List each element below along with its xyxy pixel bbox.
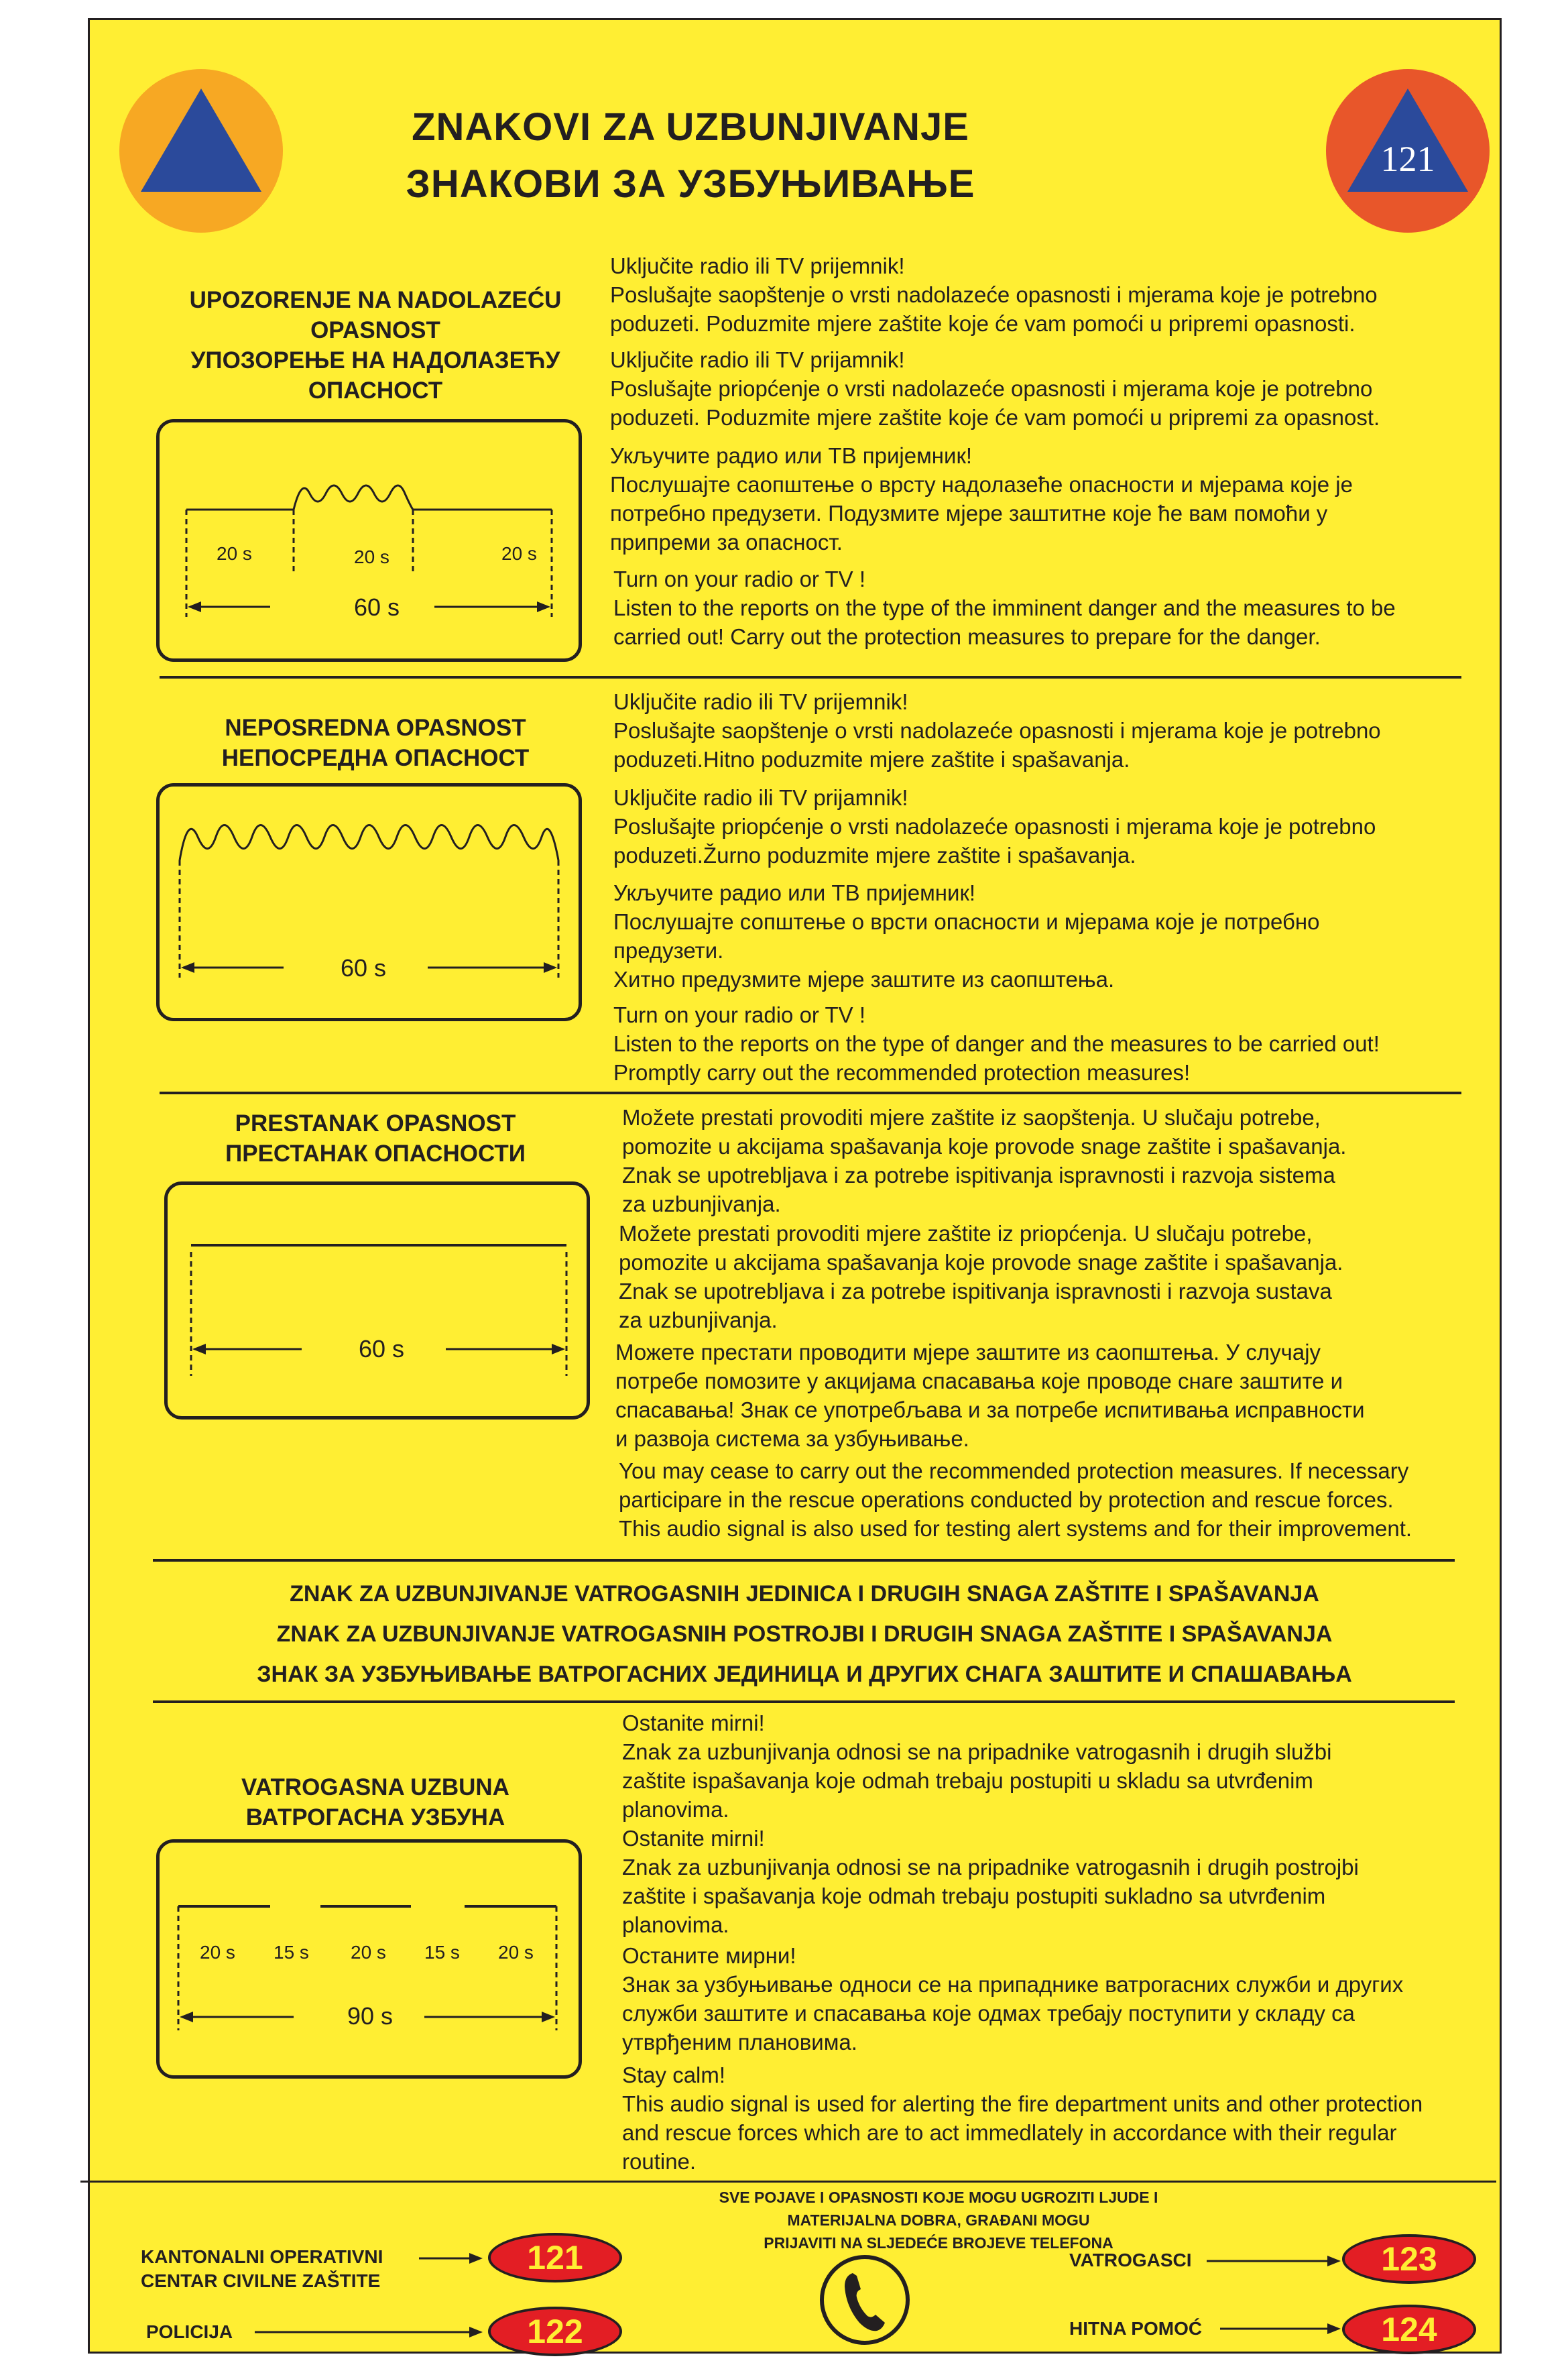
section4-text-croatian: Ostanite mirni! Znak za uzbunjivanja odnosi se na pripadnike vatrogasnih i drugih postrojbi zaštite i spašavanja koje odmah trebaju postupiti sukladno sa utvrđenim planovima. [622, 1826, 1359, 1937]
service-ambulance: HITNA POMOĆ [1069, 2318, 1203, 2339]
title-latin: ZNAKOVI ZA UZBUNJIVANJE [412, 105, 969, 149]
phone-number-124[interactable]: 124 [1342, 2305, 1476, 2354]
service-firefighters: VATROGASCI [1069, 2250, 1192, 2270]
section1-text-croatian: Uključite radio ili TV prijamnik! Poslušajte priopćenje o vrsti nadolazeće opasnosti i mjerama koje je potrebno poduzeti. Poduzmite mjere zaštite koje će vam pomoći u pripremi za opasnost. [610, 347, 1380, 430]
arrow-icon [255, 2325, 483, 2339]
phone-number-122[interactable]: 122 [488, 2307, 622, 2356]
title-cyrillic: ЗНАКОВИ ЗА УЗБУЊИВАЊЕ [406, 162, 975, 206]
signal-duration-label: 15 s [274, 1942, 309, 1963]
footer-divider [80, 2181, 1496, 2183]
signal-duration-label: 15 s [424, 1942, 460, 1963]
arrow-icon [1207, 2254, 1341, 2268]
section2-text-english: Turn on your radio or TV ! Listen to the reports on the type of danger and the measures to be carried out! Promptly carry out the recommended protection measures! [613, 1002, 1380, 1085]
section1-text-cyrillic: Укључите радио или ТВ пријемник! Послушајте саопштење о врсту надолазеће опасности и мјерама које је потребно предузети. Подузмите мјере заштитне које ће вам помоћи у припреми за опасност. [610, 443, 1353, 555]
section-divider [160, 676, 1461, 679]
signal-total-label: 60 s [354, 593, 400, 621]
phone-number-121[interactable]: 121 [488, 2233, 622, 2282]
warning-signal-diagram [156, 419, 582, 662]
section3-text-croatian: Možete prestati provoditi mjere zaštite iz priopćenja. U slučaju potrebe, pomozite u akcijama spašavanja koje provode snage zaštite i spašavanja. Znak se upotrebljava i za potrebe ispitivanja ispravnosti i razvoja sustava za uzbunjivanja. [619, 1221, 1343, 1332]
section3-text-latin: Možete prestati provoditi mjere zaštite iz saopštenja. U slučaju potrebe, pomozite u akcijama spašavanja koje provode snage zaštite i spašavanja. Znak se upotrebljava i za potrebe ispitivanja ispravnosti i razvoja sistema za uzbunjivanja. [622, 1105, 1347, 1216]
fire-alert-diagram [156, 1839, 582, 2079]
section-divider [160, 1092, 1461, 1094]
section-divider [153, 1559, 1455, 1562]
immediate-danger-diagram [156, 783, 582, 1021]
section2-text-croatian: Uključite radio ili TV prijamnik! Poslušajte priopćenje o vrsti nadolazeće opasnosti i mjerama koje je potrebno poduzeti.Žurno poduzmite mjere zaštite i spašavanja. [613, 785, 1376, 868]
arrow-icon [1220, 2322, 1341, 2335]
section1-text-latin: Uključite radio ili TV prijemnik! Poslušajte saopštenje o vrsti nadolazeće opasnosti i mjerama koje je potrebno poduzeti. Poduzmite mjere zaštite koje će vam pomoći u pripremi opasnosti. [610, 253, 1378, 336]
signal-duration-label: 20 s [498, 1942, 534, 1963]
section3-text-english: You may cease to carry out the recommended protection measures. If necessary participare in the rescue operations conducted by protection and rescue forces. This audio signal is also used for testing alert systems and for their improvement. [619, 1458, 1412, 1541]
section4-text-cyrillic: Останите мирни! Знак за узбуњивање односи се на припаднике ватрогасних служби и других служби заштите и спасавања које одмах требају поступити у складу са утврђеним плановима. [622, 1943, 1404, 2054]
signal-total-label: 90 s [347, 2002, 394, 2030]
service-civil-protection: KANTONALNI OPERATIVNI CENTAR CIVILNE ZAŠTITE [141, 2246, 383, 2291]
emblem-number: 121 [1380, 139, 1435, 179]
signal-duration-label: 20 s [501, 543, 537, 564]
telephone-handset-icon [818, 2253, 912, 2347]
section3-heading: PRESTANAK OPASNOST ПРЕСТАНАК ОПАСНОСТИ [225, 1110, 526, 1167]
fire-alert-heading: ZNAK ZA UZBUNJIVANJE VATROGASNIH JEDINICA I DRUGIH SNAGA ZAŠTITE I SPAŠAVANJA ZNAK ZA UZBUNJIVANJE VATROGASNIH POSTROJBI I DRUGIH SNAGA ZAŠTITE I SPAŠAVANJA ЗНАК ЗА УЗБУЊИВАЊЕ ВАТРОГАСНИХ ЈЕДИНИЦА И ДРУГИХ СНАГА ЗАШТИТЕ И СПАШАВАЊА [257, 1581, 1352, 1687]
section2-text-cyrillic: Укључите радио или ТВ пријемник! Послушајте сопштење о врсти опасности и мјерама које је потребно предузети. Хитно предузмите мјере заштите из саопштења. [613, 880, 1320, 992]
signal-duration-label: 20 s [351, 1942, 386, 1963]
civil-protection-emblem-right [1324, 67, 1492, 235]
danger-ended-diagram [164, 1181, 590, 1420]
signal-duration-label: 20 s [354, 546, 389, 567]
section-divider [153, 1700, 1455, 1703]
arrow-icon [419, 2252, 483, 2265]
section4-text-latin: Ostanite mirni! Znak za uzbunjivanja odnosi se na pripadnike vatrogasnih i drugih službi zaštite ispašavanja koje odmah trebaju postupiti u skladu sa utvrđenim planovima. [622, 1711, 1332, 1822]
phone-number-123[interactable]: 123 [1342, 2234, 1476, 2284]
section3-text-cyrillic: Можете престати проводити мјере заштите из саопштења. У случају потребе помозите у акцијама спасавања које проводе снаге заштите и спасавања! Знак се употребљава и за потребе испитивања исправности и развоја система за узбуњивање. [615, 1340, 1365, 1451]
signal-total-label: 60 s [359, 1335, 405, 1363]
section1-heading: UPOZORENJE NA NADOLAZEĆU OPASNOST УПОЗОРЕЊЕ НА НАДОЛАЗЕЋУ ОПАСНОСТ [189, 287, 562, 404]
section2-text-latin: Uključite radio ili TV prijemnik! Poslušajte saopštenje o vrsti nadolazeće opasnosti i mjerama koje je potrebno poduzeti.Hitno poduzmite mjere zaštite i spašavanja. [613, 689, 1381, 772]
section2-heading: NEPOSREDNA OPASNOST НЕПОСРЕДНА ОПАСНОСТ [221, 715, 530, 771]
section4-text-english: Stay calm! This audio signal is used for alerting the fire department units and other protection and rescue forces which are to act immedlately in accordance with their regular routine. [622, 2063, 1423, 2174]
emergency-notice: SVE POJAVE I OPASNOSTI KOJE MOGU UGROZITI LJUDE I MATERIJALNA DOBRA, GRAĐANI MOGU PRIJAVITI NA SLJEDEĆE BROJEVE TELEFONA [719, 2189, 1158, 2252]
section4-heading: VATROGASNA UZBUNA ВАТРОГАСНА УЗБУНА [241, 1774, 509, 1831]
signal-duration-label: 20 s [217, 543, 252, 564]
signal-total-label: 60 s [341, 954, 387, 982]
civil-protection-emblem-left [117, 67, 285, 235]
section1-text-english: Turn on your radio or TV ! Listen to the reports on the type of the imminent danger and the measures to be carried out! Carry out the protection measures to prepare for the danger. [613, 567, 1396, 649]
signal-duration-label: 20 s [200, 1942, 235, 1963]
service-police: POLICIJA [146, 2321, 233, 2342]
